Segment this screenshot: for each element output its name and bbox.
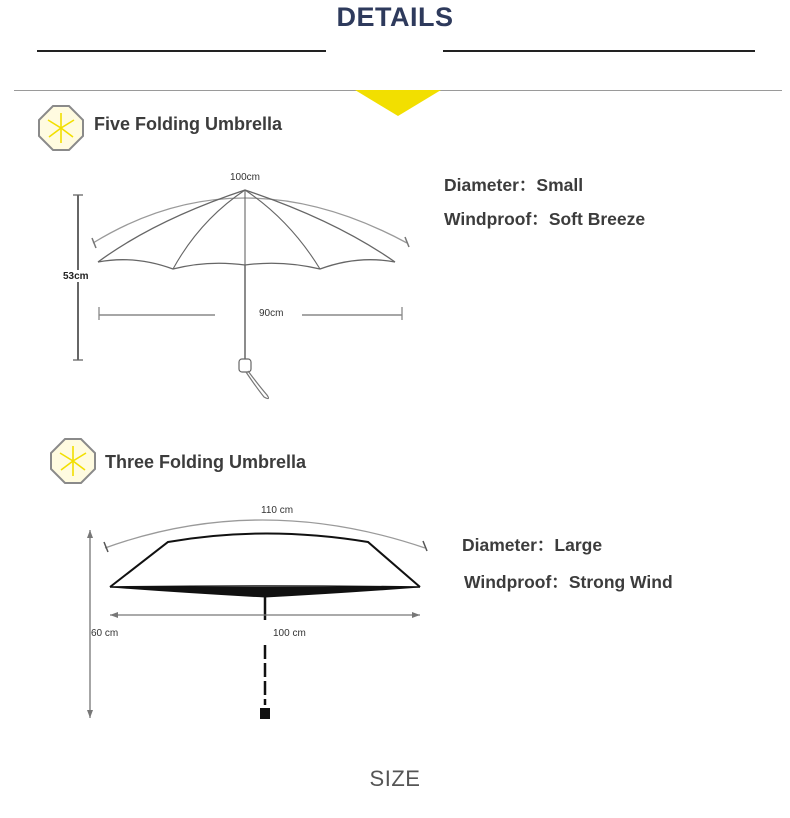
diameter-spec-three bbox=[462, 532, 602, 557]
diameter-spec-five bbox=[444, 172, 583, 197]
diameter-value: Small bbox=[536, 175, 584, 195]
windproof-value: Strong Wind bbox=[568, 572, 673, 592]
page-title: DETAILS bbox=[336, 2, 454, 32]
diameter-label: Diameter： bbox=[462, 535, 555, 555]
span-dimension-label: 100 cm bbox=[273, 628, 306, 639]
three-folding-umbrella-diagram bbox=[80, 500, 440, 730]
size-caption: SIZE bbox=[369, 766, 421, 791]
span-dimension-label: 90cm bbox=[259, 308, 284, 319]
product-name-five-folding: Five Folding Umbrella bbox=[94, 114, 283, 134]
windproof-label: Windproof： bbox=[444, 209, 549, 229]
height-dimension-label: 60 cm bbox=[91, 628, 119, 639]
diameter-value: Large bbox=[554, 535, 603, 555]
diameter-label: Diameter： bbox=[444, 175, 537, 195]
product-name-three-folding: Three Folding Umbrella bbox=[105, 452, 307, 472]
windproof-label: Windproof： bbox=[464, 572, 569, 592]
windproof-spec-three bbox=[464, 569, 673, 594]
five-folding-umbrella-diagram bbox=[60, 165, 420, 410]
yellow-pointer-icon bbox=[355, 90, 445, 120]
umbrella-octagon-icon bbox=[49, 437, 97, 485]
title-rule-left bbox=[37, 50, 326, 52]
umbrella-octagon-icon bbox=[37, 104, 85, 152]
arc-dimension-label: 100cm bbox=[230, 172, 261, 183]
arc-dimension-label: 110 cm bbox=[261, 505, 294, 516]
title-rule-right bbox=[443, 50, 755, 52]
windproof-value: Soft Breeze bbox=[548, 209, 646, 229]
height-dimension-label: 53cm bbox=[63, 271, 89, 282]
windproof-spec-five bbox=[444, 206, 645, 231]
